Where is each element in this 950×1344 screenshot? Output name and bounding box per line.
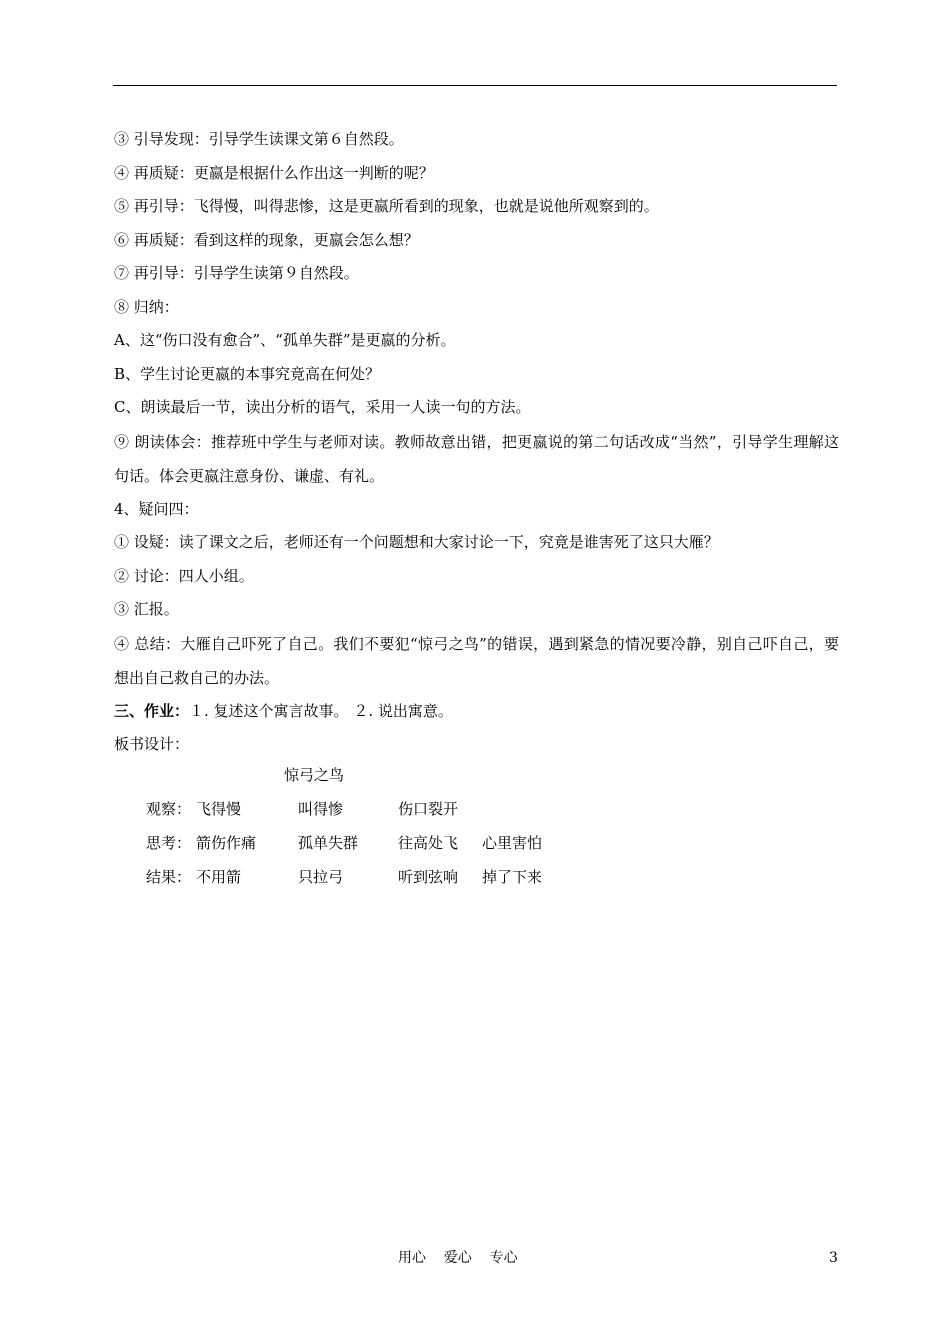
footer-motto: 用心 爱心 专心 — [398, 1250, 518, 1266]
step-5-line: ⑤ 再引导：飞得慢，叫得悲惨，这是更嬴所看到的现象，也就是说他所观察到的。 — [114, 197, 659, 215]
step-4-line: ④ 再质疑：更嬴是根据什么作出这一判断的呢？ — [114, 163, 434, 182]
question-4-step-3: ③ 汇报。 — [114, 600, 179, 618]
board-cell: 孤单失群 — [298, 834, 359, 852]
summary-b-line: B、学生讨论更嬴的本事究竟高在何处？ — [114, 364, 381, 383]
page-number: 3 — [829, 1250, 838, 1266]
board-cell: 听到弦响 — [398, 868, 459, 886]
board-title: 惊弓之鸟 — [284, 766, 345, 784]
board-row-result — [114, 860, 714, 894]
step-6-line: ⑥ 再质疑：看到这样的现象，更嬴会怎么想？ — [114, 230, 419, 249]
homework-line — [114, 695, 839, 729]
summary-c-line: C、朗读最后一节，读出分析的语气，采用一人读一句的方法。 — [114, 398, 531, 416]
lesson-body — [114, 123, 839, 762]
board-cell: 心里害怕 — [482, 834, 543, 852]
board-cell: 飞得慢 — [196, 800, 242, 818]
question-4-step-1: ① 设疑：读了课文之后，老师还有一个问题想和大家讨论一下，究竟是谁害死了这只大雁？ — [114, 533, 719, 551]
step-8-line: ⑧ 归纳： — [114, 297, 179, 316]
step-9-paragraph: ⑨ 朗读体会：推荐班中学生与老师对读。教师故意出错，把更嬴说的第二句话改成“当然”，引导学生理解这句话。体会更嬴注意身份、谦虚、有礼。 — [114, 432, 839, 485]
summary-a-line: A、这“伤口没有愈合”、“孤单失群”是更嬴的分析。 — [114, 331, 456, 349]
board-row-observe — [114, 792, 714, 826]
board-cell: 箭伤作痛 — [196, 834, 257, 852]
homework-items: １. 复述这个寓言故事。 ２. 说出寓意。 — [189, 701, 453, 720]
board-cell: 掉了下来 — [482, 868, 543, 886]
board-design-label: 板书设计： — [114, 735, 190, 753]
board-cell: 不用箭 — [196, 868, 242, 886]
question-4-step-2: ② 讨论：四人小组。 — [114, 566, 254, 585]
homework-heading: 三、作业： — [114, 701, 190, 720]
summary-paragraph: ④ 总结：大雁自己吓死了自己。我们不要犯“惊弓之鸟”的错误，遇到紧急的情况要冷静，别自己吓自己，要想出自己救自己的办法。 — [114, 634, 839, 687]
board-row-label: 思考： — [146, 834, 192, 852]
header-rule — [113, 85, 837, 86]
board-row-label: 观察： — [146, 800, 192, 818]
board-cell: 只拉弓 — [298, 868, 344, 886]
page-footer — [0, 1246, 950, 1270]
board-cell: 叫得惨 — [298, 800, 344, 818]
step-3-line: ③ 引导发现：引导学生读课文第６自然段。 — [114, 130, 404, 148]
question-4-heading: 4、疑问四： — [114, 499, 199, 518]
board-cell: 伤口裂开 — [398, 800, 459, 818]
board-row-think — [114, 826, 714, 860]
step-7-line: ⑦ 再引导：引导学生读第９自然段。 — [114, 264, 359, 282]
board-row-label: 结果： — [146, 868, 192, 886]
board-cell: 往高处飞 — [398, 834, 459, 852]
